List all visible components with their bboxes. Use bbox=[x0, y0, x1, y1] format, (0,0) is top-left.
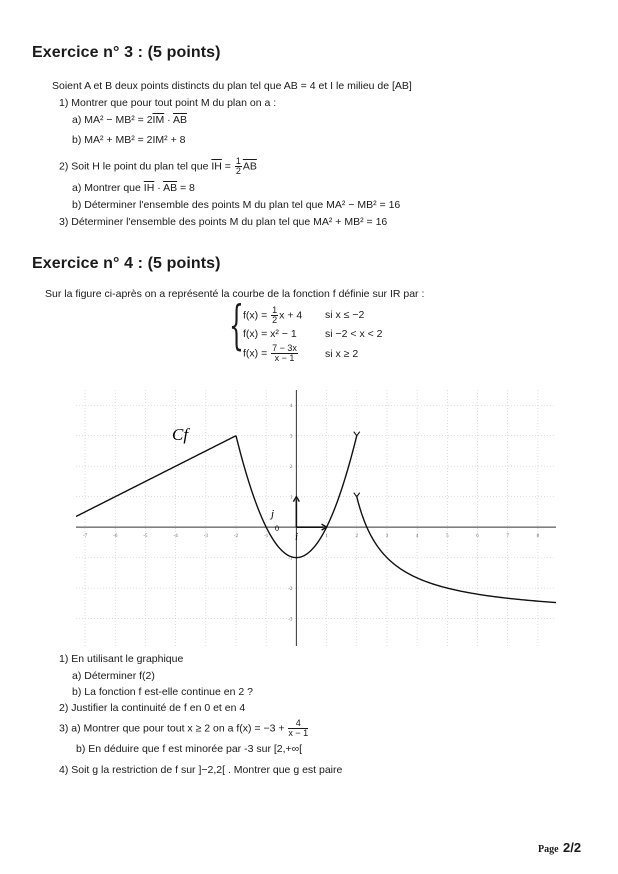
x-tick-label: 8 bbox=[536, 534, 540, 540]
fraction-rational bbox=[271, 344, 298, 363]
piece-3-prefix: f(x) = bbox=[243, 347, 271, 360]
piece-1-expr bbox=[243, 306, 302, 325]
curve-label: Cf bbox=[172, 425, 189, 444]
ex4-q2: 2) Justifier la continuité de f en 0 et en 4 bbox=[59, 702, 246, 714]
ex3-q2b: b) Déterminer l'ensemble des points M du plan tel que MA² − MB² = 16 bbox=[72, 199, 401, 211]
y-tick-label: 2 bbox=[289, 465, 293, 471]
ex3-q2 bbox=[59, 157, 257, 176]
ex3-q1a-expr: MA² − MB² = 2 bbox=[84, 114, 153, 126]
piece-3-cond: si x ≥ 2 bbox=[325, 348, 359, 360]
piece-2-cond: si −2 < x < 2 bbox=[325, 328, 383, 340]
y-tick-label: 1 bbox=[289, 495, 293, 501]
x-tick-label: -2 bbox=[233, 534, 239, 540]
closed-endpoint-marker bbox=[354, 493, 360, 497]
ex4-title: Exercice n° 4 : (5 points) bbox=[32, 255, 221, 272]
ex4-intro: Sur la figure ci-après on a représenté la courbe de la fonction f définie sur IR par : bbox=[45, 288, 425, 300]
x-tick-label: 1 bbox=[325, 534, 328, 540]
equals: = bbox=[221, 160, 234, 173]
ex3-q2a-prefix: a) Montrer que bbox=[72, 182, 144, 194]
x-tick-label: -3 bbox=[203, 534, 208, 540]
ex3-q2-prefix: 2) Soit H le point du plan tel que bbox=[59, 160, 212, 173]
piece-1-suffix: x + 4 bbox=[279, 309, 303, 322]
x-tick-label: -4 bbox=[173, 534, 178, 540]
ex3-q3: 3) Déterminer l'ensemble des points M du plan tel que MA² + MB² = 16 bbox=[59, 216, 388, 228]
x-tick-label: 5 bbox=[446, 534, 449, 540]
x-tick-label: -7 bbox=[82, 534, 88, 540]
fraction-half bbox=[271, 306, 278, 325]
dot-operator: · bbox=[154, 182, 164, 194]
x-tick-label: -5 bbox=[143, 534, 148, 540]
x-tick-label: 6 bbox=[476, 534, 479, 540]
curve-linear bbox=[76, 436, 236, 517]
ex3-title: Exercice n° 3 : (5 points) bbox=[32, 44, 221, 61]
y-tick-label: 4 bbox=[289, 404, 293, 410]
piecewise-brace: { bbox=[229, 296, 244, 356]
vector-im: $\overline{IM}$ bbox=[152, 114, 165, 126]
graph-axes bbox=[76, 390, 556, 646]
dot-operator: · bbox=[167, 114, 171, 126]
y-tick-label: 3 bbox=[289, 434, 293, 440]
graph-grid bbox=[76, 390, 556, 646]
curve-hyperbola bbox=[357, 497, 556, 603]
vector-ab: $\overline{AB}$ bbox=[172, 114, 187, 126]
unit-i-label: i bbox=[295, 531, 299, 543]
ex4-q1a: a) Déterminer f(2) bbox=[72, 670, 155, 682]
ex4-q3b: b) En déduire que f est minorée par -3 sur [2,+∞[ bbox=[76, 743, 303, 755]
page-label: Page bbox=[538, 844, 559, 855]
fraction-num: 4 bbox=[288, 719, 308, 729]
origin-label: 0 bbox=[275, 524, 279, 533]
ex4-q4: 4) Soit g la restriction de f sur ]−2,2[ . Montrer que g est paire bbox=[59, 764, 343, 776]
piece-1-prefix: f(x) = bbox=[243, 309, 271, 322]
vector-ab: $\overline{AB}$ bbox=[242, 160, 257, 173]
graph-curves bbox=[76, 432, 556, 603]
x-tick-label: -1 bbox=[264, 534, 269, 540]
fraction-num: 1 bbox=[272, 305, 278, 315]
fraction-num: 7 − 3x bbox=[272, 343, 297, 353]
x-tick-label: 7 bbox=[506, 534, 509, 540]
fraction-num: 1 bbox=[235, 156, 241, 166]
x-tick-label: 4 bbox=[415, 534, 419, 540]
ex3-q1b: b) MA² + MB² = 2IM² + 8 bbox=[72, 134, 186, 146]
x-tick-label: 2 bbox=[355, 534, 359, 540]
ex4-q3a bbox=[59, 719, 309, 738]
x-tick-label: -6 bbox=[113, 534, 118, 540]
piece-2-expr: f(x) = x² − 1 bbox=[243, 328, 297, 340]
ex3-q2a-suffix: = 8 bbox=[177, 182, 195, 194]
graph-ticks bbox=[83, 404, 540, 622]
vector-ih: $\overline{IH}$ bbox=[211, 160, 222, 173]
vector-ih: $\overline{IH}$ bbox=[143, 182, 155, 194]
ex4-q1: 1) En utilisant le graphique bbox=[59, 653, 184, 665]
unit-j-label: j bbox=[271, 508, 275, 520]
ex4-q3a-prefix: 3) a) Montrer que pour tout x ≥ 2 on a f(x) = −3 + bbox=[59, 722, 288, 735]
x-tick-label: 3 bbox=[385, 534, 389, 540]
y-tick-label: -1 bbox=[288, 556, 293, 562]
fraction-den: x − 1 bbox=[274, 353, 295, 363]
vector-ab: $\overline{AB}$ bbox=[163, 182, 178, 194]
fraction-4-over bbox=[288, 719, 308, 738]
y-tick-label: -2 bbox=[288, 587, 293, 593]
ex3-q2a bbox=[72, 182, 195, 194]
ex3-intro: Soient A et B deux points distincts du plan tel que AB = 4 et I le milieu de [AB] bbox=[52, 80, 412, 92]
ex4-q1b: b) La fonction f est-elle continue en 2 ? bbox=[72, 686, 253, 698]
fraction-den: 2 bbox=[235, 166, 241, 176]
page-footer bbox=[538, 839, 581, 857]
y-tick-label: -3 bbox=[288, 617, 293, 623]
page-number: 2/2 bbox=[563, 840, 582, 855]
ex3-q1a bbox=[72, 114, 187, 126]
fraction-den: x − 1 bbox=[288, 728, 309, 738]
fraction-half bbox=[235, 157, 242, 176]
piece-1-cond: si x ≤ −2 bbox=[325, 309, 365, 321]
ex3-q1: 1) Montrer que pour tout point M du plan on a : bbox=[59, 97, 277, 109]
piece-3-expr bbox=[243, 344, 299, 363]
function-graph bbox=[76, 390, 556, 646]
ex3-q1a-label: a) bbox=[72, 114, 82, 126]
fraction-den: 2 bbox=[272, 315, 278, 325]
